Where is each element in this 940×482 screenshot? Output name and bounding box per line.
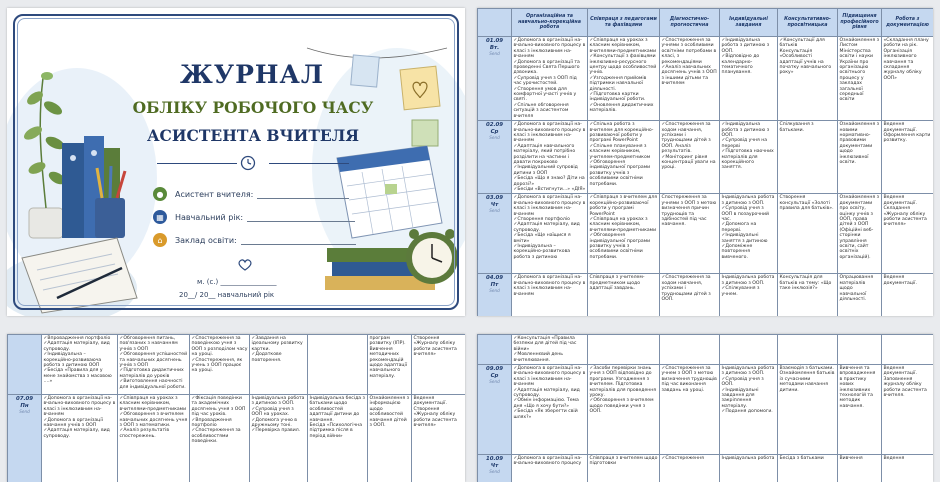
- cell-text: ✓Індивідуальна робота з дитиною з ООП. ✓Супровід учня на перерві ✓Підготовка наочних матеріалів для корекційного заняття.: [721, 122, 774, 171]
- cell-text: Ознайомлення з Листом Міністерства освіти і науки України про організацію освітнього процесу у закладах загальної середньої освіти: [839, 38, 880, 103]
- table-cell[interactable]: [778, 194, 838, 274]
- cell-text: ✓Спостереження: [661, 456, 704, 462]
- table-cell[interactable]: [838, 37, 882, 121]
- table-cell[interactable]: [190, 335, 250, 395]
- cover-subtitle-2: АСИСТЕНТА ВЧИТЕЛЯ: [146, 126, 360, 145]
- cell-text: ✓Спостереження за учнем з ООП з метою визначення труднощів під час виконання завдань на уроці.: [661, 366, 717, 393]
- calendar-icon: ▦: [153, 210, 167, 224]
- table-cell[interactable]: [588, 274, 660, 316]
- cell-text: ✓Співпраця з вчителем для корекційно-розвиваючої роботи у програмі PowerPoint ✓Співпраця на уроках з класним керівником, вчителями-предметниками ✓Обговорення індивідуальної програми розвитку учнів з особливими освітніми потребами.: [589, 195, 658, 260]
- table-cell[interactable]: [838, 121, 882, 194]
- cell-text: Консультація для батьків на тему: «Що таке інклюзія?»: [779, 275, 832, 292]
- field-year: [153, 209, 355, 225]
- field-assistant: [153, 186, 349, 202]
- cell-text: ✓Співпраця на уроках з класним керівником, вчителями-предметниками ✓Обговорення з вчителем навчальних досягнень учня з ООП з математики. ✓Аналіз результатів спостережень.: [119, 396, 188, 439]
- column-header: Підвищення професійного рівня: [838, 9, 882, 37]
- cell-text: ✓Спостереження за ходом навчання, успіхами і труднощами дітей з ООП. Аналіз результатів. ✓Моніторинг рівня концентрації уваги на уроці.: [661, 122, 716, 171]
- table-cell[interactable]: [720, 365, 778, 455]
- cell-text: ✓Впровадження портфоліо ✓Адаптація матеріалу, вид супроводу. ✓Індивідуальна – корекційно-розвиваюча робота з дитиною ООП ✓Бесіда «Правила для у мене знайомства з масовою ….»: [43, 336, 112, 385]
- cell-text: Створення консультації «Золоті правила для батьків».: [779, 195, 834, 212]
- cover-city-line: м. (с.) ________________: [197, 278, 277, 286]
- cell-text: ✓Завдання на ідеальному розвитку картки. ✓Додаткове повторення.: [251, 336, 303, 363]
- weekday-label: Ср: [490, 372, 499, 379]
- column-header: [478, 9, 512, 37]
- cell-text: ✓Спостереження за ходом навчання, успіхами і труднощами дітей з ООП.: [661, 275, 711, 302]
- date-label: 02.09: [485, 122, 504, 129]
- column-header: Співпраця з педагогами та фахівцями: [588, 9, 660, 37]
- user-icon: ●: [153, 187, 167, 201]
- cell-text: Індивідуальна бесіда з батьками щодо особливостей адаптації дитини до навчання. Бесіда «Психологічна підтримка після в період війни»: [309, 396, 365, 439]
- cell-text: ✓Обговорення питань, пов'язаних з навчанням учнів з ООП ✓Обговорення успішностей та навчальних досягнень учнів з ООП ✓Підготовка дидактичних матеріалів до уроків ✓Виготовлення наочності для індивідуальної роботи.: [119, 336, 188, 390]
- table-cell[interactable]: [588, 455, 660, 482]
- table-cell[interactable]: [778, 455, 838, 482]
- table-cell[interactable]: [118, 335, 190, 395]
- cell-text: Індивідуальна робота з дитиною з ООП. ✓Спілкування з учнем.: [721, 275, 775, 297]
- cell-text: Ведення документації.: [883, 275, 917, 286]
- table-row: [8, 335, 466, 395]
- column-header: Індивідуальні завдання: [720, 9, 778, 37]
- date-label: 07.09: [15, 396, 34, 402]
- table-cell[interactable]: [512, 455, 588, 482]
- cell-text: Вивчення: [839, 456, 863, 462]
- cell-text: Співпраця з учителем-предметником щодо адаптації завдань.: [589, 275, 645, 292]
- work-log-table-1: [477, 8, 933, 316]
- cell-text: ✓Спостереження за поведінкою учня з ООП з розподілом часу на уроці. ✓Спостереження, як учень з ООП працює на уроці.: [191, 336, 248, 374]
- watermark-label: Send: [489, 379, 500, 385]
- table-cell[interactable]: [660, 455, 720, 482]
- watermark-label: Send: [19, 409, 30, 414]
- cell-text: «Складання плану роботи на рік. Організація інклюзивного навчання та складання журналу обліку ООП»: [883, 38, 929, 81]
- table-cell[interactable]: [660, 335, 720, 365]
- table-cell[interactable]: [118, 395, 190, 482]
- field-school: [153, 232, 356, 248]
- date-label: 03.09: [485, 195, 504, 202]
- table-row: [478, 194, 934, 274]
- table-cell[interactable]: [42, 335, 118, 395]
- cell-text: ✓Спільна робота з вчителем для корекційно-розвиваючої роботи у програмі PowerPoint ✓Спільне планування з класним керівником, учителем-предметником ✓Обговорення індивідуальної програми розвитку учнів з особливими освітніми потребами.: [589, 122, 654, 187]
- cover-page: [7, 8, 465, 316]
- table-cell[interactable]: [660, 37, 720, 121]
- cell-text: Бесіда з батьками: [779, 456, 824, 462]
- cell-text: ✓Співпраця на уроках з класним керівником, вчителями-предметниками ✓Консультації з фахівцями інклюзивно-ресурсного центру щодо особливостей учнів. ✓Узгодження прийомів підтримки навчальної діяльності. ✓Підготовка картки індивідуальної роботи. ✓Оновлення дидактичних матеріалів.: [589, 38, 657, 114]
- weekday-label: Вт.: [489, 44, 500, 51]
- cell-text: Індивідуальна робота з дитиною з ООП. ✓Супровід учня з ООП в позаурочний час. ✓Допомога на перерві. ✓Індивідуальні заняття з дитиною ✓Допоміжне повторення вивченого.: [721, 195, 775, 260]
- school-icon: ⌂: [153, 233, 167, 247]
- table-cell[interactable]: [882, 335, 934, 365]
- field-year-line[interactable]: [247, 212, 355, 222]
- table-cell[interactable]: [838, 194, 882, 274]
- table-cell[interactable]: [588, 335, 660, 365]
- table-cell[interactable]: [368, 335, 412, 395]
- table-cell[interactable]: [882, 455, 934, 482]
- work-log-table-2: [7, 334, 465, 482]
- table-row: [478, 335, 934, 365]
- cell-text: ✓Допомога в організації на-вчально-виховного процесу: [513, 456, 582, 467]
- cell-text: Спостереження за учнями з ООП з метою визначення причин труднощів та здібностей під час навчання.: [661, 195, 717, 228]
- table-row: [478, 455, 934, 482]
- heart-icon: [237, 258, 253, 272]
- table-cell[interactable]: [412, 395, 466, 482]
- divider-left: [157, 163, 237, 164]
- weekday-label: Ср: [490, 128, 499, 135]
- table-cell[interactable]: [778, 37, 838, 121]
- table-cell[interactable]: [882, 194, 934, 274]
- cell-text: Індивідуальна робота з дитиною з ООП. ✓Супровід учня з ООП на уроках. ✓Допомога учню в дружньому тоні. ✓Перевірка правил.: [251, 396, 305, 434]
- date-cell: [8, 395, 42, 482]
- cell-text: Співпраця з вчителем щодо підготовки: [589, 456, 658, 467]
- date-label: 09.09: [485, 366, 504, 373]
- table-cell[interactable]: [838, 274, 882, 316]
- cell-text: ✓Допомога в організації на-вчально-виховного процесу в класі з інклюзивним на-вчанням ✓Адаптація навчального матеріалу, який потрібно розділити на частини і давати покроково ✓Індивідуальний супровід дитини з ООП ✓Бесіда «Що я знаю? Діти на дорозі?» ✓Бесіди «Встигнути…» «ДІЯ»: [513, 122, 586, 192]
- cell-text: Ведення документації. Складання «Журналу обліку роботи асистента вчителя»: [883, 195, 927, 228]
- cell-text: Індивідуальна робота: [721, 456, 775, 462]
- cell-text: Спілкування з батьками.: [779, 122, 814, 133]
- cell-text: Індивідуальна робота з дитиною з ООП. ✓Супровід учня з ООП. ✓Індивідуальні завдання для закріплення матеріалу. ✓Подання допомоги.: [721, 366, 775, 415]
- field-school-label: Заклад освіти:: [175, 235, 237, 245]
- watermark-label: Send: [489, 288, 500, 294]
- table-cell[interactable]: [660, 365, 720, 455]
- cell-text: Ознайомлення з новими нормативно-правовими документами щодо інклюзивної освіти.: [839, 122, 880, 165]
- column-header: Консультативно-просвітницька: [778, 9, 838, 37]
- cover-year-line: 20__/ 20__ навчальний рік: [179, 291, 275, 299]
- table-header-row: [478, 9, 934, 37]
- date-label: 01.09: [485, 38, 504, 44]
- table-cell[interactable]: [720, 335, 778, 365]
- date-cell: [478, 37, 512, 121]
- table-row: [8, 395, 466, 482]
- table-cell[interactable]: [368, 395, 412, 482]
- cell-text: Ознайомлення з документами про освіту, оцінку учнів з ООП, права дітей з ООП (Офіційні веб-сторінки управління освіти, сайт освітніх організацій).: [839, 195, 880, 260]
- clock-icon: [240, 155, 256, 171]
- cell-text: Вивчення та впровадження в практику нових інклюзивних технологій та методик навчання.: [839, 366, 876, 409]
- field-assistant-line[interactable]: [257, 189, 349, 199]
- table-page-1: [477, 8, 933, 316]
- cell-text: Взаємодія з батьками. Ознайомлення батьків із сучасними методами навчання дитини.: [779, 366, 835, 393]
- table-cell[interactable]: [588, 194, 660, 274]
- date-cell: [478, 335, 512, 365]
- table-cell[interactable]: [512, 365, 588, 455]
- date-cell: [478, 365, 512, 455]
- table-cell[interactable]: [660, 274, 720, 316]
- table-cell[interactable]: [588, 121, 660, 194]
- work-log-table-3: [477, 334, 933, 482]
- cell-text: Ознайомлення з інформацією щодо особливостей навчання дітей з ООП.: [369, 396, 410, 429]
- table-cell[interactable]: [838, 335, 882, 365]
- cell-text: Ведення документації. Оформлення карти розвитку.: [883, 122, 931, 144]
- table-cell[interactable]: [512, 194, 588, 274]
- table-cell[interactable]: [778, 121, 838, 194]
- date-label: 04.09: [485, 275, 504, 282]
- weekday-label: Чт: [490, 201, 499, 208]
- cell-text: ✓Консультації для батьків Консультація «Особливості адаптації учнів на початку навчального року»: [779, 38, 832, 76]
- cell-text: Створення «Журналу обліку роботи асистента вчителя»: [413, 336, 457, 358]
- table-cell[interactable]: [412, 335, 466, 395]
- watermark-label: Send: [489, 208, 500, 214]
- date-cell: [478, 121, 512, 194]
- column-header: Робота з документацією: [882, 9, 934, 37]
- weekday-label: Пт: [490, 281, 499, 288]
- cell-text: Опрацювання матеріалів щодо навчальної діяльності.: [839, 275, 874, 302]
- table-cell[interactable]: [882, 37, 934, 121]
- date-cell: [478, 274, 512, 316]
- watermark-label: Send: [489, 51, 500, 56]
- column-header: Організаційна та навчально-корекційна робота: [512, 9, 588, 37]
- cell-text: ✓Фіксація поведінки та академічних досягнень учня з ООП під час уроків. ✓Впровадження портфоліо ✓Спостереження за особливостями поведінки.: [191, 396, 246, 445]
- cover-title: ЖУРНАЛ: [180, 60, 324, 89]
- table-cell[interactable]: [512, 121, 588, 194]
- cell-text: Ведення документації. Заповнення журналу обліку роботи асистента вчителя.: [883, 366, 927, 399]
- table-cell[interactable]: [720, 274, 778, 316]
- weekday-label: Чт: [490, 462, 499, 469]
- field-school-line[interactable]: [241, 235, 356, 245]
- table-page-2: [7, 334, 465, 482]
- cell-text: програм розвитку (ІПР). Вивчення методичних рекомендацій щодо адаптації навчального матеріалу.: [369, 336, 408, 379]
- table-cell[interactable]: [838, 455, 882, 482]
- field-year-label: Навчальний рік:: [175, 212, 244, 222]
- table-cell[interactable]: [720, 455, 778, 482]
- cell-text: ✓Допомога в організації на-вчально-виховного процесу в класі з інклюзивним на-вчанням ✓Допомога в організації навчання учнів з ООП ✓Адаптація матеріалу, вид супроводу.: [43, 396, 116, 439]
- table-cell[interactable]: [512, 335, 588, 365]
- table-cell[interactable]: [778, 365, 838, 455]
- field-assistant-label: Асистент вчителя:: [175, 189, 254, 199]
- table-cell[interactable]: [250, 395, 308, 482]
- cell-text: ✓Індивідуальна робота з дитиною з ООП. ✓Відповідно до календарно-тематичного планування.: [721, 38, 770, 76]
- cell-text: ✓Допомога в організації на-вчально-виховного процесу в класі з інклюзивним на-вчанням ✓Допомога в організації та проведенні Свята Першого дзвоника. ✓Супровід учня з ООП під час урочистостей. ✓Створення умов для комфортної участі учнів у святі. ✓Спільне обговорення ситуацій з асистентом вчителя: [513, 38, 586, 119]
- table-cell[interactable]: [308, 335, 368, 395]
- watermark-label: Send: [489, 135, 500, 141]
- cell-text: ✓Засоби перевірки знань учня з ООП відповідно до програми. Узгодження з вчителем. Підготовка матеріалів для проведення уроку. ✓Обговорення з вчителем щодо поведінки учня з ООП.: [589, 366, 657, 415]
- cover-subtitle-1: ОБЛІКУ РОБОЧОГО ЧАСУ: [132, 98, 374, 117]
- cell-text: ✓Консультація «Правила безпеки для дітей під час війни» ✓Мовленнєвий день вчителювання.: [513, 336, 577, 363]
- date-cell: [478, 455, 512, 482]
- table-cell[interactable]: [512, 37, 588, 121]
- cell-text: Ведення документації. Створення «Журналу обліку роботи асистента вчителя»: [413, 396, 457, 429]
- table-cell[interactable]: [588, 37, 660, 121]
- cell-text: ✓Спостереження за учнями з особливими освітніми потребами в класі, з рекомендаціями ✓Аналіз навчальних досягнень учнів з ООП з іншими дітьми та вчителем: [661, 38, 717, 87]
- cell-text: ✓Допомога в організації на-вчально-виховного процесу в класі з інклюзивним на-вчанням ✓Створення портфоліо ✓Адаптація матеріалу, вид супроводу. ✓Бесіда «Ще наїщися я вміти» ✓Індивідуальна – корекційно-розвиткова робота з дитиною: [513, 195, 586, 260]
- date-cell: [8, 335, 42, 395]
- table-cell[interactable]: [308, 395, 368, 482]
- watermark-label: Send: [489, 469, 500, 475]
- table-cell[interactable]: [838, 365, 882, 455]
- table-cell[interactable]: [42, 395, 118, 482]
- table-cell[interactable]: [660, 194, 720, 274]
- table-row: [478, 37, 934, 121]
- table-cell[interactable]: [250, 335, 308, 395]
- cell-text: ✓Допомога в організації на-вчально-виховного процесу в класі з інклюзивним на-вчанням ✓Адаптація матеріалу, вид супроводу. ✓Обмін інформацією. Тема дня «Що я хочу бути?» ✓Бесіда «Як зберегти свій шлях?»: [513, 366, 586, 420]
- table-cell[interactable]: [660, 121, 720, 194]
- date-cell: [478, 194, 512, 274]
- weekday-label: Пн: [20, 402, 29, 409]
- table-page-3: [477, 334, 933, 482]
- table-cell[interactable]: [882, 365, 934, 455]
- table-row: [478, 365, 934, 455]
- table-cell[interactable]: [588, 365, 660, 455]
- table-cell[interactable]: [720, 121, 778, 194]
- table-cell[interactable]: [190, 395, 250, 482]
- table-cell[interactable]: [720, 37, 778, 121]
- table-cell[interactable]: [778, 335, 838, 365]
- date-label: 10.09: [485, 456, 504, 463]
- table-row: [478, 121, 934, 194]
- table-cell[interactable]: [720, 194, 778, 274]
- column-header: Діагностично-прогностична: [660, 9, 720, 37]
- divider-right: [269, 163, 349, 164]
- table-cell[interactable]: [512, 274, 588, 316]
- table-cell[interactable]: [882, 274, 934, 316]
- table-cell[interactable]: [778, 274, 838, 316]
- table-cell[interactable]: [882, 121, 934, 194]
- cell-text: ✓Допомога в організації на-вчально-виховного процесу в класі з інклюзивним на-вчанням: [513, 275, 586, 297]
- cell-text: Ведення: [883, 456, 905, 462]
- table-row: [478, 274, 934, 316]
